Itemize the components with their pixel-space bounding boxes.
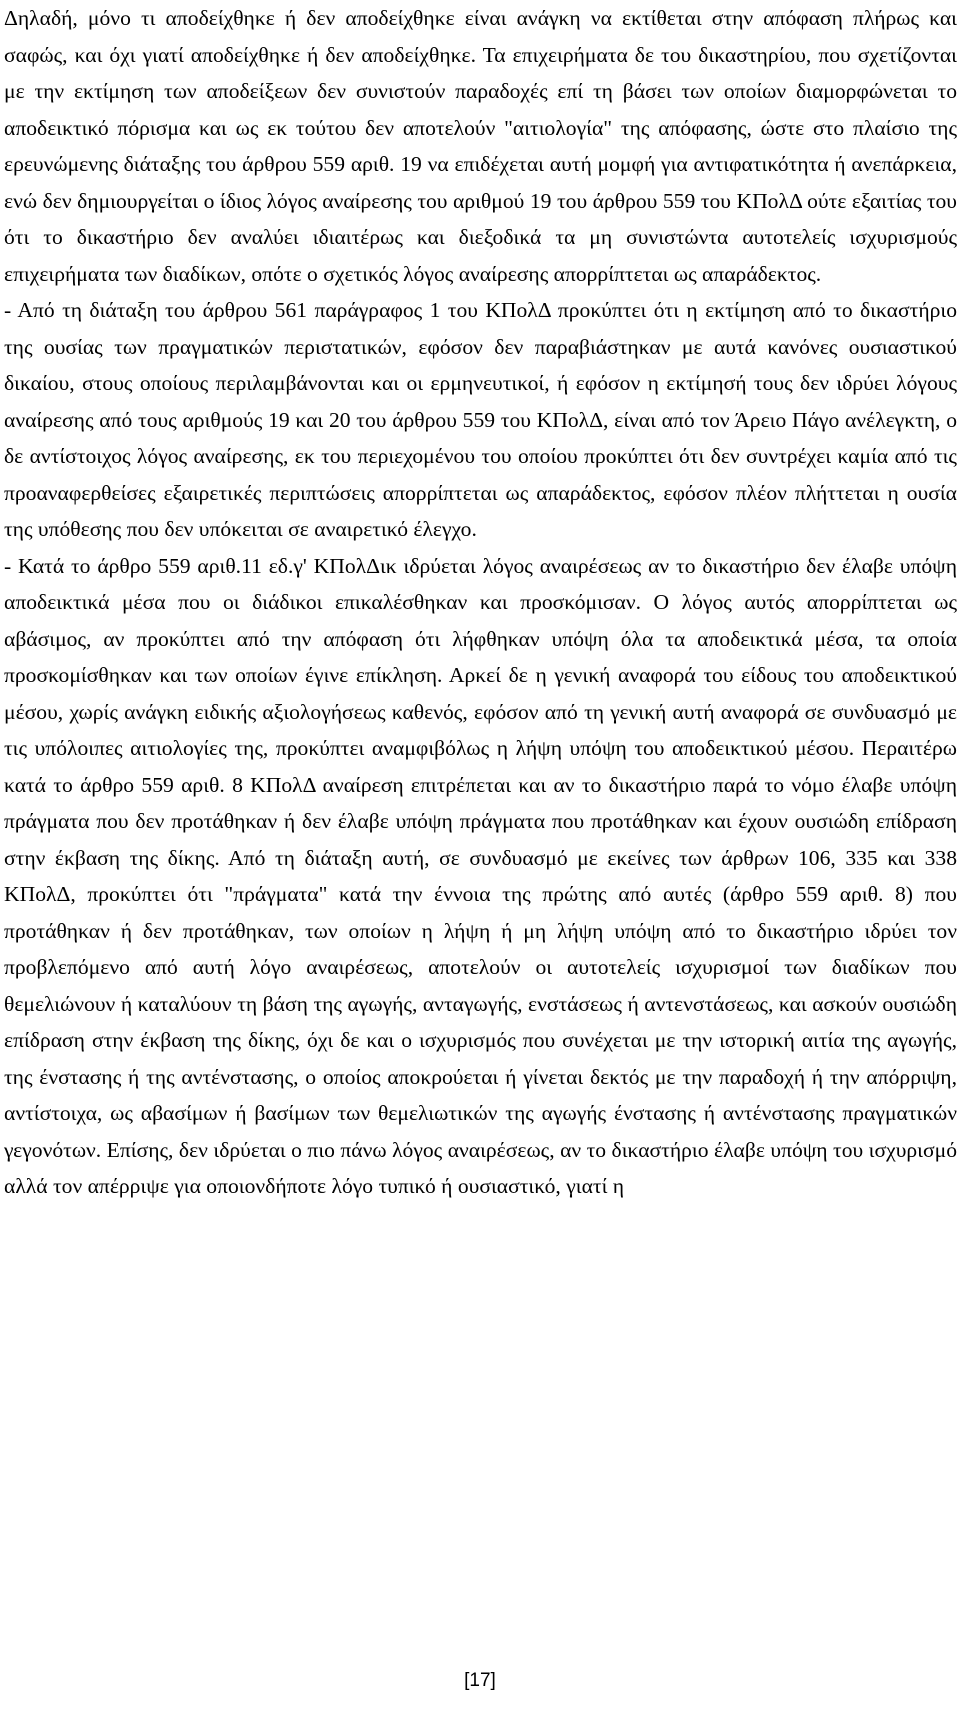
paragraph: - Από τη διάταξη του άρθρου 561 παράγραφος 1 του ΚΠολΔ προκύπτει ότι η εκτίμηση από το δικαστήριο της ουσίας των πραγματικών περιστατικών, εφόσον δεν παραβιάστηκαν με αυτά κανόνες ουσιαστικού δικαίου, στους οποίους περιλαμβάνονται και οι ερμηνευτικοί, ή εφόσον η εκτίμησή τους δεν ιδρύει λόγους αναίρεσης από τους αριθμούς 19 και 20 του άρθρου 559 του ΚΠολΔ, είναι από τον Άρειο Πάγο ανέλεγκτη, ο δε αντίστοιχος λόγος αναίρεσης, εκ του περιεχομένου του οποίου προκύπτει ότι δεν συντρέχει καμία από τις προαναφερθείσες εξαιρετικές περιπτώσεις απορρίπτεται ως απαράδεκτος, εφόσον πλέον πλήττεται η ουσία της υπόθεσης που δεν υπόκειται σε αναιρετικό έλεγχο. [4, 298, 957, 541]
document-body [4, 0, 957, 1205]
paragraph: Δηλαδή, μόνο τι αποδείχθηκε ή δεν αποδείχθηκε είναι ανάγκη να εκτίθεται στην απόφαση πλήρως και σαφώς, και όχι γιατί αποδείχθηκε ή δεν αποδείχθηκε. Τα επιχειρήματα δε του δικαστηρίου, που σχετίζονται με την εκτίμηση των αποδείξεων δεν συνιστούν παραδοχές επί τη βάσει των οποίων διαμορφώνεται το αποδεικτικό πόρισμα και ως εκ τούτου δεν αποτελούν "αιτιολογία" της απόφασης, ώστε στο πλαίσιο της ερευνώμενης διάταξης του άρθρου 559 αριθ. 19 να επιδέχεται αυτή μομφή για αντιφατικότητα ή ανεπάρκεια, ενώ δεν δημιουργείται ο ίδιος λόγος αναίρεσης του αριθμού 19 του άρθρου 559 του ΚΠολΔ ούτε εξαιτίας του ότι το δικαστήριο δεν αναλύει ιδιαιτέρως και διεξοδικά τα μη συνιστώντα αυτοτελείς ισχυρισμούς επιχειρήματα των διαδίκων, οπότε ο σχετικός λόγος αναίρεσης απορρίπτεται ως απαράδεκτος. [4, 6, 957, 286]
paragraph: - Κατά το άρθρο 559 αριθ.11 εδ.γ' ΚΠολΔικ ιδρύεται λόγος αναιρέσεως αν το δικαστήριο δεν έλαβε υπόψη αποδεικτικά μέσα που οι διάδικοι επικαλέσθηκαν και προσκόμισαν. Ο λόγος αυτός απορρίπτεται ως αβάσιμος, αν προκύπτει από την απόφαση ότι λήφθηκαν υπόψη όλα τα αποδεικτικά μέσα, τα οποία προσκομίσθηκαν και των οποίων έγινε επίκληση. Αρκεί δε η γενική αναφορά του είδους του αποδεικτικού μέσου, χωρίς ανάγκη ειδικής αξιολογήσεως καθενός, εφόσον από τη γενική αυτή αναφορά σε συνδυασμό με τις υπόλοιπες αιτιολογίες της, προκύπτει αναμφιβόλως η λήψη υπόψη του αποδεικτικού μέσου. Περαιτέρω κατά το άρθρο 559 αριθ. 8 ΚΠολΔ αναίρεση επιτρέπεται και αν το δικαστήριο παρά το νόμο έλαβε υπόψη πράγματα που δεν προτάθηκαν ή δεν έλαβε υπόψη πράγματα που προτάθηκαν και έχουν ουσιώδη επίδραση στην έκβαση της δίκης. Από τη διάταξη αυτή, σε συνδυασμό με εκείνες των άρθρων 106, 335 και 338 ΚΠολΔ, προκύπτει ότι "πράγματα" κατά την έννοια της πρώτης από αυτές (άρθρο 559 αριθ. 8) που προτάθηκαν ή δεν προτάθηκαν, των οποίων η λήψη ή μη λήψη υπόψη από το δικαστήριο ιδρύει τον προβλεπόμενο από αυτή λόγο αναιρέσεως, αποτελούν οι αυτοτελείς ισχυρισμοί των διαδίκων που θεμελιώνουν ή καταλύουν τη βάση της αγωγής, ανταγωγής, ενστάσεως ή αντενστάσεως, και ασκούν ουσιώδη επίδραση στην έκβαση της δίκης, όχι δε και ο ισχυρισμός που συνέχεται με την ιστορική αιτία της αγωγής, της ένστασης ή της αντένστασης, ο οποίος αποκρούεται ή γίνεται δεκτός με την παραδοχή ή την απόρριψη, αντίστοιχα, ως αβασίμων ή βασίμων των θεμελιωτικών της αγωγής ένστασης ή αντένστασης πραγματικών γεγονότων. Επίσης, δεν ιδρύεται ο πιο πάνω λόγος αναιρέσεως, αν το δικαστήριο έλαβε υπόψη του ισχυρισμό αλλά τον απέρριψε για οποιονδήποτε λόγο τυπικό ή ουσιαστικό, γιατί η [4, 553, 957, 1198]
page-number: [17] [464, 1670, 496, 1691]
